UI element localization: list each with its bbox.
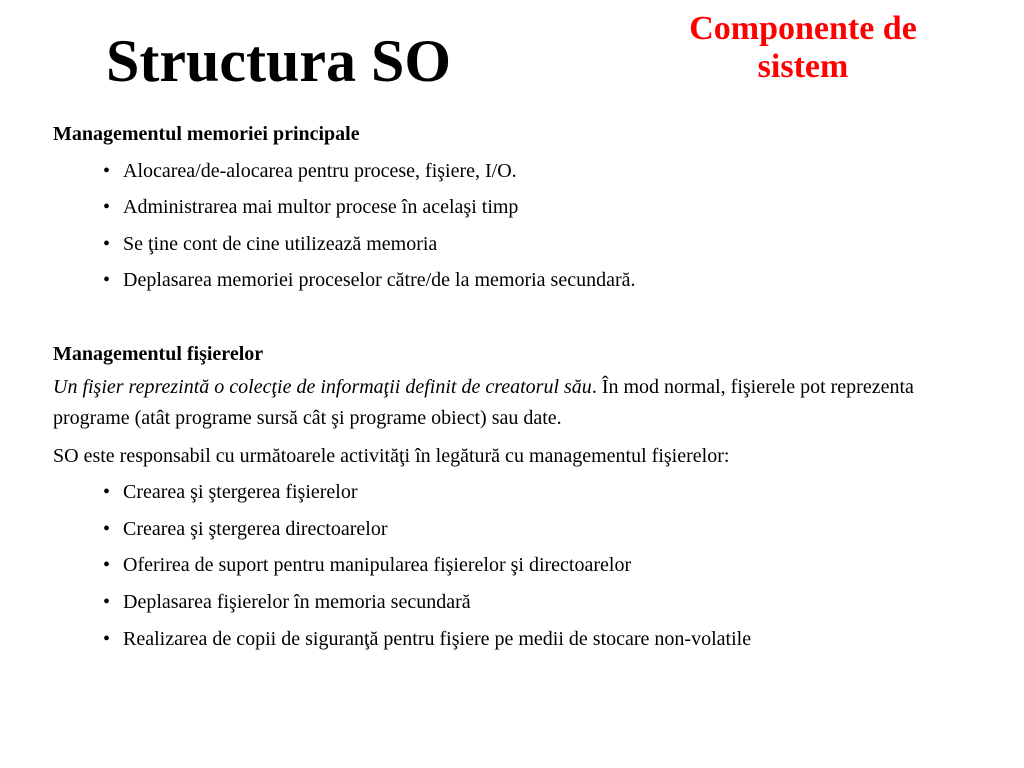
- files-definition: [53, 372, 983, 434]
- list-item: [103, 547, 983, 584]
- definition-italic: Un fişier reprezintă o colecţie de informaţii definit de creatorul său: [53, 376, 592, 399]
- bullet-text: Deplasarea fişierelor în memoria secundară: [123, 590, 471, 613]
- bullet-marker: •: [103, 232, 111, 255]
- bullet-text: Realizarea de copii de siguranţă pentru fişiere pe medii de stocare non-volatile: [123, 627, 752, 650]
- bullet-marker: •: [103, 627, 111, 650]
- files-bullet-list: [53, 474, 983, 657]
- files-heading: Managementul fişierelor: [53, 342, 264, 365]
- memory-heading: Managementul memoriei principale: [53, 123, 360, 145]
- bullet-marker: •: [103, 590, 111, 613]
- definition-rest: . În mod normal, fişierele pot reprezenta programe (atât programe sursă cât şi programe obiect) sau date.: [53, 376, 914, 430]
- list-item: [103, 189, 983, 226]
- bullet-text: Oferirea de suport pentru manipularea fişierelor şi directoarelor: [123, 554, 632, 577]
- bullet-marker: •: [103, 196, 111, 219]
- list-item: [103, 226, 983, 263]
- memory-bullet-list: [53, 153, 983, 299]
- slide-content: [53, 116, 983, 657]
- list-item: [103, 584, 983, 621]
- list-item: [103, 474, 983, 511]
- bullet-text: Administrarea mai multor procese în acelaşi timp: [123, 196, 519, 219]
- bullet-text: Deplasarea memoriei proceselor către/de la memoria secundară.: [123, 269, 636, 292]
- slide-subtitle: Componente de sistem: [689, 10, 917, 86]
- bullet-marker: •: [103, 517, 111, 540]
- section-spacer: [53, 299, 983, 336]
- bullet-marker: •: [103, 481, 111, 504]
- bullet-text: Se ţine cont de cine utilizează memoria: [123, 232, 438, 255]
- list-item: [103, 511, 983, 548]
- bullet-marker: •: [103, 159, 111, 182]
- list-item: [103, 262, 983, 299]
- bullet-marker: •: [103, 554, 111, 577]
- files-responsibility: SO este responsabil cu următoarele activităţi în legătură cu managementul fişierelor:: [53, 445, 730, 468]
- bullet-marker: •: [103, 269, 111, 292]
- list-item: [103, 153, 983, 190]
- bullet-text: Crearea şi ştergerea directoarelor: [123, 517, 388, 540]
- list-item: [103, 621, 983, 658]
- bullet-text: Alocarea/de-alocarea pentru procese, fişiere, I/O.: [123, 159, 517, 182]
- slide-title: Structura SO: [106, 28, 451, 94]
- bullet-text: Crearea şi ştergerea fişierelor: [123, 481, 358, 504]
